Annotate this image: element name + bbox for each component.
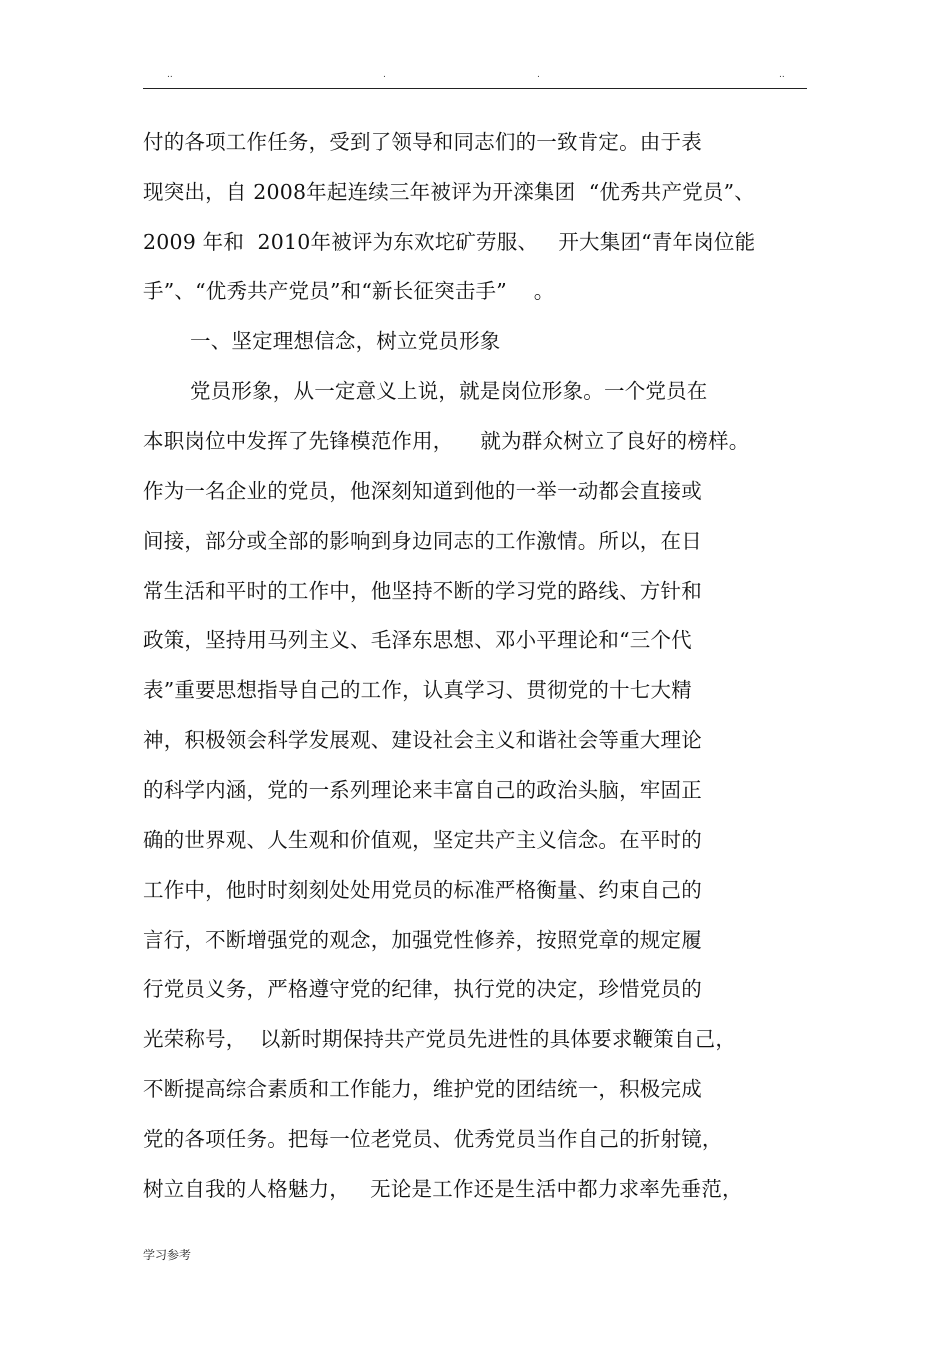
text-line: 付的各项工作任务，受到了领导和同志们的一致肯定。由于表 (143, 130, 702, 154)
text-line: 党员形象，从一定意义上说，就是岗位形象。一个党员在 (190, 379, 708, 403)
text-line: 党的各项任务。把每一位老党员、优秀党员当作自己的折射镜， (143, 1127, 723, 1151)
text-line: 神，积极领会科学发展观、建设社会主义和谐社会等重大理论 (143, 728, 702, 752)
header-mark: .. (779, 70, 785, 80)
header-mark: . (537, 70, 540, 80)
text-line: 2009 年和 2010年被评为东欢坨矿劳服、 开大集团“青年岗位能 (143, 230, 756, 254)
text-line: 手”、“优秀共产党员”和“新长征突击手” 。 (143, 279, 555, 303)
text-line: 树立自我的人格魅力， 无论是工作还是生活中都力求率先垂范， (143, 1177, 743, 1201)
text-line: 不断提高综合素质和工作能力，维护党的团结统一，积极完成 (143, 1077, 702, 1101)
text-line: 政策，坚持用马列主义、毛泽东思想、邓小平理论和“三个代 (143, 628, 692, 652)
text-line: 言行，不断增强党的观念，加强党性修养，按照党章的规定履 (143, 928, 702, 952)
text-line: 光荣称号， 以新时期保持共产党员先进性的具体要求鞭策自己， (143, 1027, 737, 1051)
text-line: 间接，部分或全部的影响到身边同志的工作激情。所以，在日 (143, 529, 702, 553)
text-line: 常生活和平时的工作中，他坚持不断的学习党的路线、方针和 (143, 579, 702, 603)
section-heading: 一、坚定理想信念，树立党员形象 (190, 329, 501, 353)
text-line: 作为一名企业的党员，他深刻知道到他的一举一动都会直接或 (143, 479, 702, 503)
text-line: 现突出，自 2008年起连续三年被评为开滦集团 “优秀共产党员”、 (143, 180, 755, 204)
page-header (143, 66, 807, 89)
text-line: 行党员义务，严格遵守党的纪律，执行党的决定，珍惜党员的 (143, 977, 702, 1001)
text-line: 表”重要思想指导自己的工作，认真学习、贯彻党的十七大精 (143, 678, 692, 702)
page-footer: 学习参考 (143, 1248, 192, 1262)
header-mark: . (383, 70, 386, 80)
text-line: 本职岗位中发挥了先锋模范作用， 就为群众树立了良好的榜样。 (143, 429, 750, 453)
text-line: 的科学内涵，党的一系列理论来丰富自己的政治头脑，牢固正 (143, 778, 702, 802)
header-mark: .. (167, 70, 173, 80)
text-line: 确的世界观、人生观和价值观，坚定共产主义信念。在平时的 (143, 828, 702, 852)
text-line: 工作中，他时时刻刻处处用党员的标准严格衡量、约束自己的 (143, 878, 702, 902)
